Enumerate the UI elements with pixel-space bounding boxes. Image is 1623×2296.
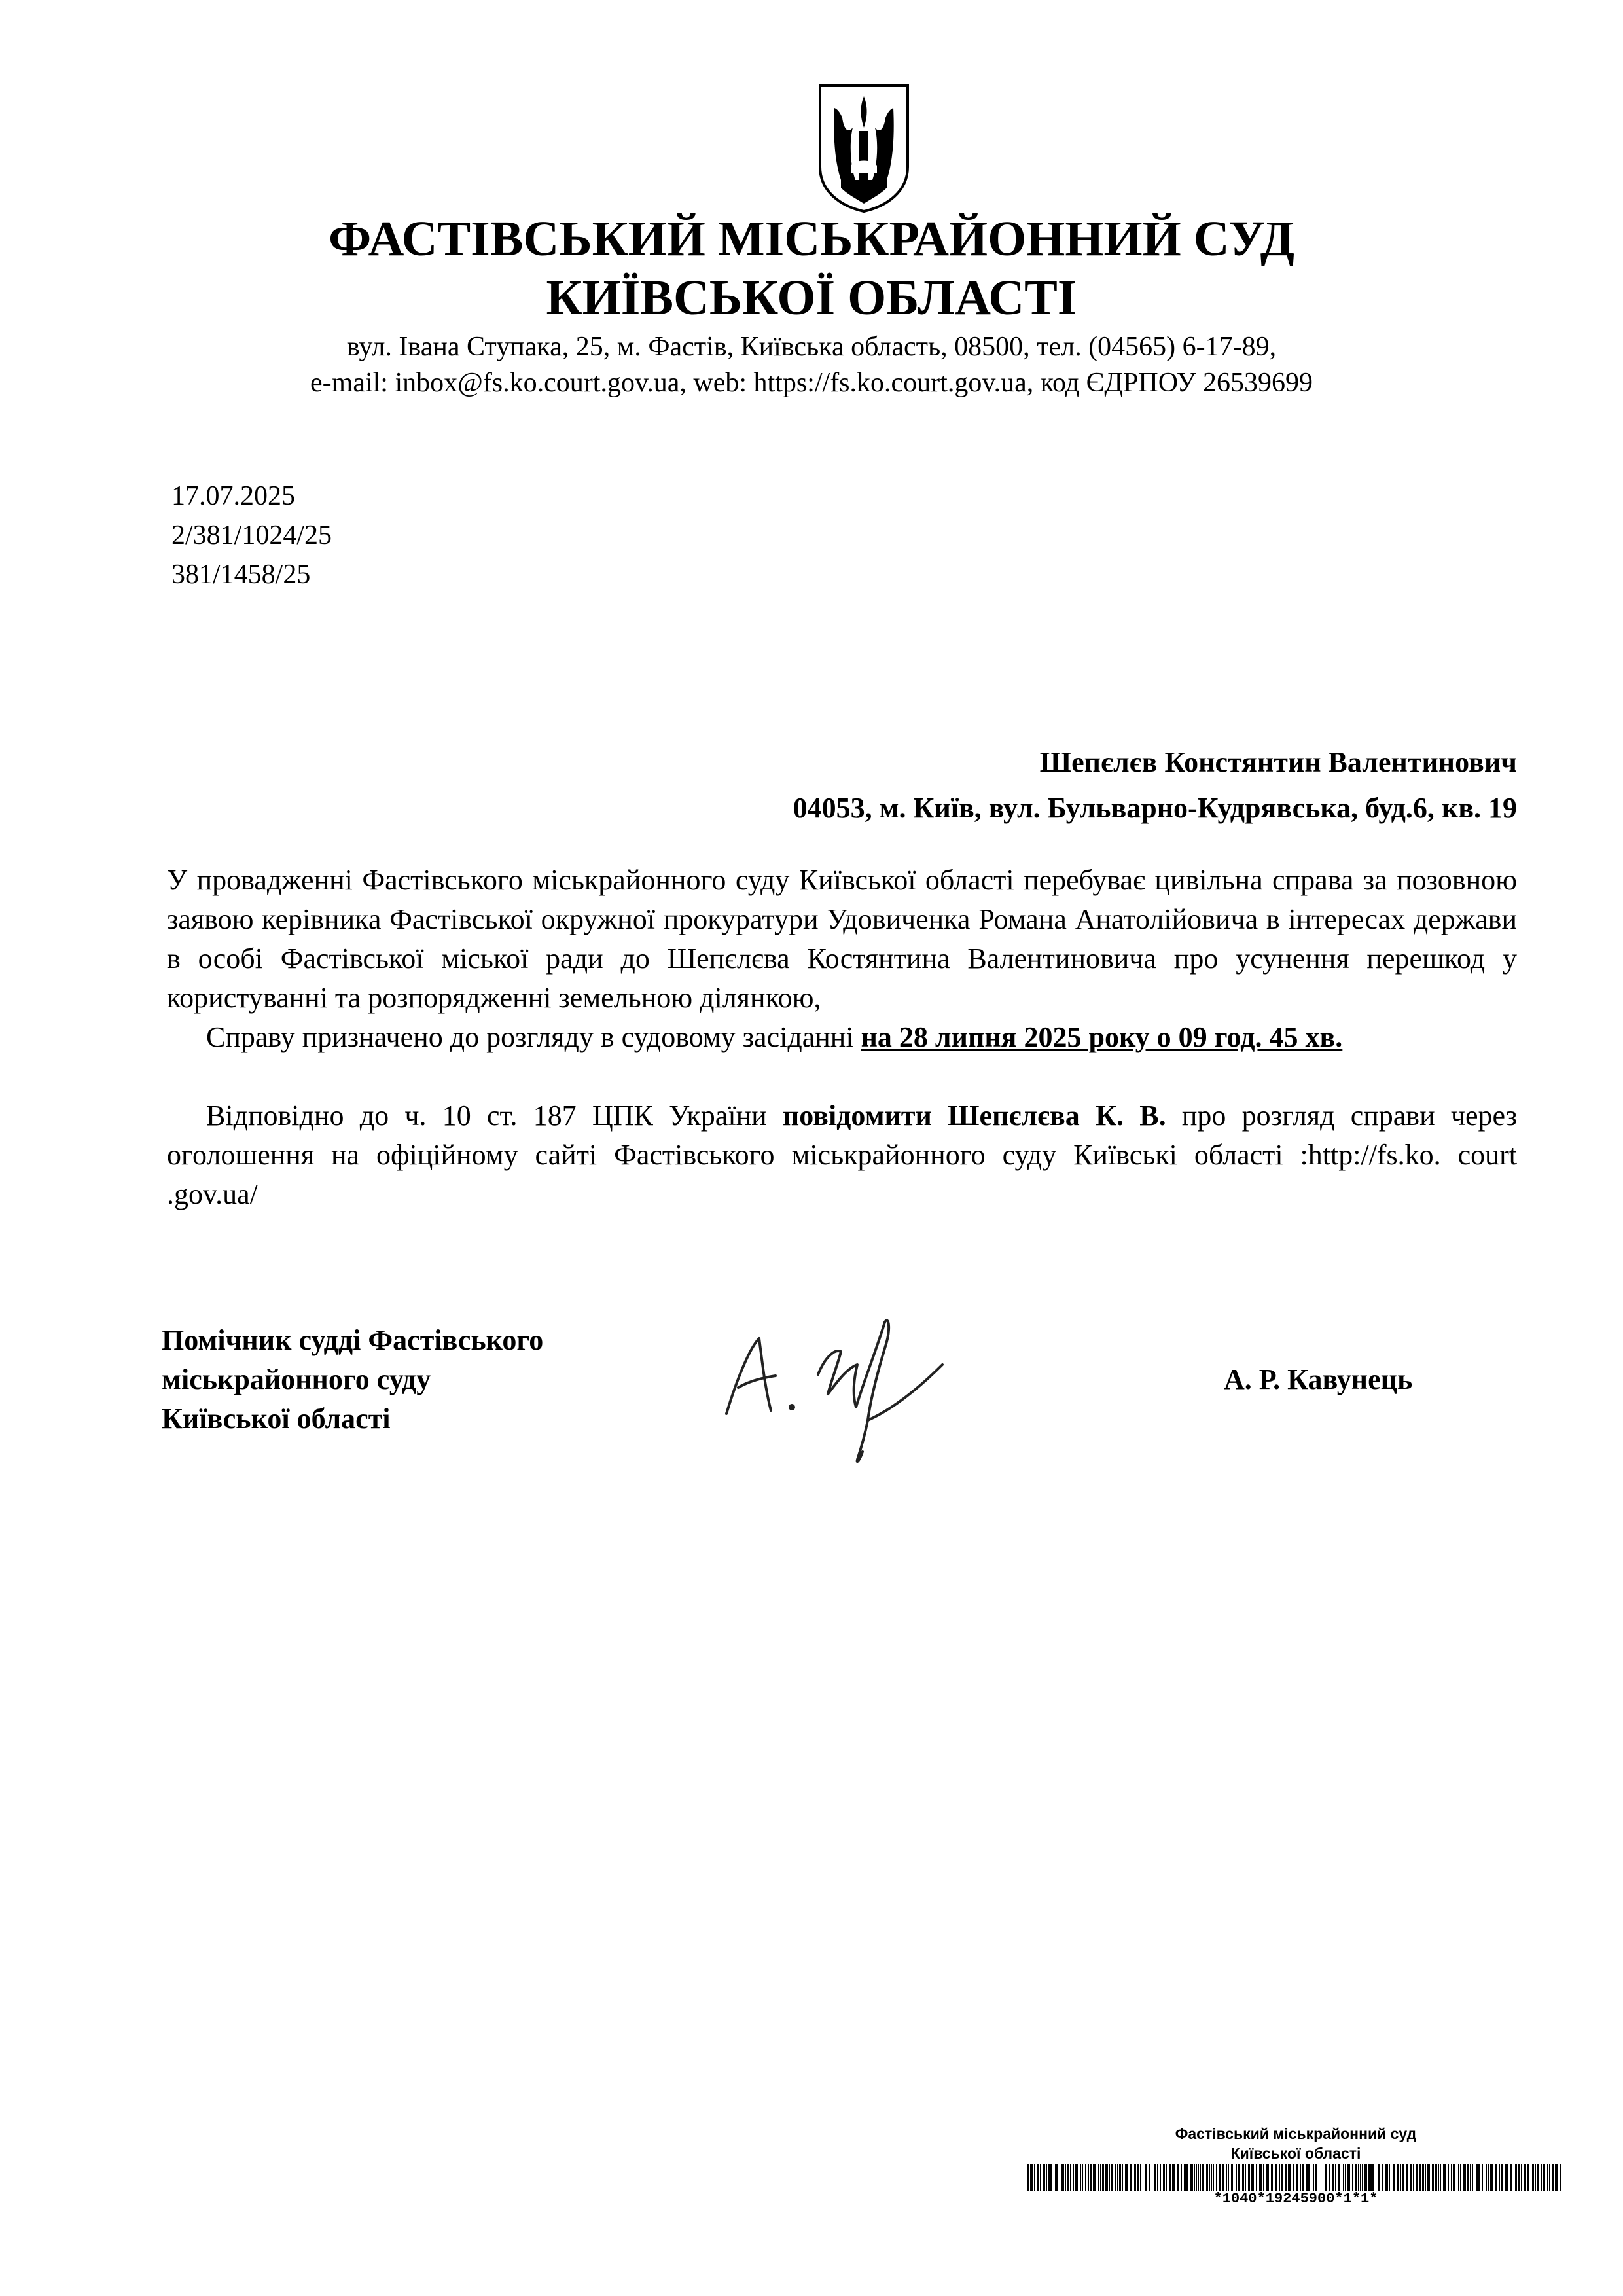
- barcode-bar: [1402, 2164, 1404, 2191]
- barcode-bar: [1238, 2164, 1240, 2191]
- barcode-bar: [1410, 2164, 1412, 2191]
- signer-title-line1: Помічник судді Фастівського: [162, 1324, 544, 1356]
- barcode-bar: [1378, 2164, 1380, 2191]
- barcode-bar: [1202, 2164, 1204, 2191]
- barcode-bar: [1555, 2164, 1558, 2191]
- barcode-bar: [1308, 2164, 1310, 2191]
- barcode-bar: [1048, 2164, 1050, 2191]
- barcode-bar: [1200, 2164, 1201, 2191]
- barcode-bar: [1467, 2164, 1469, 2191]
- barcode-bar: [1491, 2164, 1493, 2191]
- barcode-bar: [1300, 2164, 1301, 2191]
- barcode-bar: [1448, 2164, 1449, 2191]
- body-paragraph-2: [167, 1018, 1517, 1057]
- barcode-bar: [1043, 2164, 1045, 2191]
- barcode-bar: [1306, 2164, 1308, 2191]
- barcode-bar: [1111, 2164, 1113, 2191]
- barcode-bar: [1524, 2164, 1526, 2191]
- barcode-bar: [1364, 2164, 1367, 2191]
- barcode-bar: [1335, 2164, 1336, 2191]
- stamp-region: Київської області: [1230, 2145, 1361, 2162]
- barcode-bar: [1419, 2164, 1421, 2191]
- barcode-bar: [1259, 2164, 1262, 2191]
- barcode-bar: [1093, 2164, 1096, 2191]
- barcode-bar: [1543, 2164, 1544, 2191]
- barcode-bar: [1372, 2164, 1374, 2191]
- barcode-bar: [1472, 2164, 1473, 2191]
- barcode-bar: [1085, 2164, 1086, 2191]
- barcode-bar: [1100, 2164, 1101, 2191]
- notice-rest-text: про розгляд справи через оголошення на офіційному сайті Фастівського міськрайонного суду Київські області :http://fs.ko. court .gov.ua/: [167, 1100, 1518, 1210]
- barcode-bar: [1037, 2164, 1039, 2191]
- notice-bold-text: повідомити Шепєлєва К. В.: [782, 1100, 1166, 1132]
- barcode-bar: [1413, 2164, 1414, 2191]
- barcode-bar: [1046, 2164, 1047, 2191]
- barcode-bar: [1501, 2164, 1503, 2191]
- barcode-bar: [1552, 2164, 1554, 2191]
- barcode-bar: [1533, 2164, 1534, 2191]
- barcode-bar: [1360, 2164, 1361, 2191]
- barcode-bar: [1070, 2164, 1071, 2191]
- barcode-bar: [1061, 2164, 1064, 2191]
- barcode-bar: [1302, 2164, 1304, 2191]
- barcode-bar: [1190, 2164, 1193, 2191]
- barcode-bar: [1476, 2164, 1478, 2191]
- document-date: 17.07.2025: [171, 481, 295, 511]
- recipient-name: Шепєлєв Констянтин Валентинович: [1039, 746, 1517, 778]
- barcode-bar: [1184, 2164, 1185, 2191]
- barcode-bar: [1458, 2164, 1459, 2191]
- barcode-bar: [1527, 2164, 1529, 2191]
- barcode-bar: [1544, 2164, 1545, 2191]
- barcode-code: *1040*19245900*1*1*: [1213, 2191, 1378, 2207]
- hearing-date-text: на 28 липня 2025 року о 09 год. 45 хв.: [861, 1021, 1343, 1053]
- barcode-bar: [1082, 2164, 1083, 2191]
- notice-intro-text: Відповідно до ч. 10 ст. 187 ЦПК України: [206, 1100, 783, 1132]
- barcode-bar: [1281, 2164, 1283, 2191]
- barcode-bar: [1263, 2164, 1264, 2191]
- barcode-bar: [1495, 2164, 1497, 2191]
- barcode-bar: [1432, 2164, 1434, 2191]
- barcode-bar: [1256, 2164, 1257, 2191]
- barcode-bar: [1385, 2164, 1388, 2191]
- barcode-bar: [1080, 2164, 1081, 2191]
- body-paragraph-1: У провадженні Фастівського міськрайонного суду Київської області перебуває цивільна справа за позовною заявою керівника Фастівської окружної прокуратури Удовиченка Романа Анатолійовича в інтересах держави в особі Фастівської міської ради до Шепєлєва Костянтина Валентиновича про усунення перешкод у користуванні та розпорядженні земельною ділянкою,: [167, 864, 1517, 1014]
- barcode-bar: [1293, 2164, 1294, 2191]
- barcode-bar: [1206, 2164, 1208, 2191]
- barcode-bar: [1288, 2164, 1291, 2191]
- barcode-bar: [1232, 2164, 1233, 2191]
- barcode-bar: [1030, 2164, 1031, 2191]
- case-number: 2/381/1024/25: [171, 520, 332, 550]
- signer-title-line2: міськрайонного суду: [162, 1363, 431, 1395]
- barcode-bar: [1416, 2164, 1418, 2191]
- barcode-bar: [1226, 2164, 1227, 2191]
- barcode-bar: [1115, 2164, 1116, 2191]
- barcode-bar: [1194, 2164, 1195, 2191]
- barcode-bar: [1275, 2164, 1277, 2191]
- barcode-bar: [1231, 2164, 1232, 2191]
- barcode-bar: [1358, 2164, 1359, 2191]
- barcode-bar: [1349, 2164, 1350, 2191]
- registry-stamp: [1027, 2124, 1564, 2208]
- barcode-bar: [1198, 2164, 1199, 2191]
- barcode-bar: [1338, 2164, 1340, 2191]
- barcode-bar: [1031, 2164, 1033, 2191]
- barcode-bar: [1145, 2164, 1147, 2191]
- barcode-bar: [1172, 2164, 1173, 2191]
- barcode-bar: [1122, 2164, 1123, 2191]
- barcode-bar: [1160, 2164, 1161, 2191]
- barcode-bar: [1055, 2164, 1058, 2191]
- barcode-bar: [1389, 2164, 1390, 2191]
- barcode-bar: [1515, 2164, 1517, 2191]
- barcode-bar: [1185, 2164, 1186, 2191]
- barcode-bar: [1549, 2164, 1550, 2191]
- barcode-bar: [1510, 2164, 1512, 2191]
- barcode-bar: [1488, 2164, 1489, 2191]
- barcode-bar: [1065, 2164, 1066, 2191]
- barcode-bar: [1451, 2164, 1452, 2191]
- barcode-bar: [1499, 2164, 1500, 2191]
- barcode-bar: [1119, 2164, 1121, 2191]
- barcode-bar: [1343, 2164, 1344, 2191]
- barcode-bar: [1073, 2164, 1074, 2191]
- court-name-line2: КИЇВСЬКОЇ ОБЛАСТІ: [546, 270, 1077, 325]
- barcode-bar: [1181, 2164, 1182, 2191]
- barcode-bar: [1236, 2164, 1237, 2191]
- barcode-bar: [1050, 2164, 1052, 2191]
- barcode-bar: [1435, 2164, 1437, 2191]
- barcode-bar: [1296, 2164, 1298, 2191]
- barcode-bar: [1547, 2164, 1548, 2191]
- signer-name: А. Р. Кавунець: [1224, 1363, 1413, 1395]
- barcode-bar: [1438, 2164, 1439, 2191]
- barcode-bar: [1077, 2164, 1078, 2191]
- barcode-bar: [1105, 2164, 1108, 2191]
- signer-title: [162, 1321, 543, 1439]
- barcode-bar: [1347, 2164, 1349, 2191]
- barcode-bar: [1370, 2164, 1372, 2191]
- barcode-bar: [1518, 2164, 1520, 2191]
- barcode-bar: [1090, 2164, 1092, 2191]
- barcode-bar: [1532, 2164, 1533, 2191]
- barcode-bar: [1134, 2164, 1136, 2191]
- court-name-line1: ФАСТІВСЬКИЙ МІСЬКРАЙОННИЙ СУД: [329, 211, 1294, 266]
- barcode-bar: [1285, 2164, 1287, 2191]
- barcode-bar: [1117, 2164, 1118, 2191]
- barcode-bar: [1400, 2164, 1401, 2191]
- barcode-bar: [1149, 2164, 1150, 2191]
- barcode-bar: [1505, 2164, 1508, 2191]
- barcode-bar: [1154, 2164, 1156, 2191]
- barcode-bar: [1222, 2164, 1224, 2191]
- outgoing-number: 381/1458/25: [171, 560, 311, 590]
- barcode-bar: [1186, 2164, 1188, 2191]
- barcode-bar: [1040, 2164, 1041, 2191]
- stamp-court-name: Фастівський міськрайонний суд: [1175, 2125, 1417, 2142]
- barcode-bar: [1325, 2164, 1327, 2191]
- barcode-bar: [1209, 2164, 1210, 2191]
- barcode-bar: [1102, 2164, 1104, 2191]
- barcode-bar: [1482, 2164, 1483, 2191]
- barcode-bar: [1406, 2164, 1408, 2191]
- barcode-bar: [1279, 2164, 1280, 2191]
- barcode-bar: [1213, 2164, 1214, 2191]
- barcode-bar: [1166, 2164, 1167, 2191]
- barcode-bar: [1266, 2164, 1269, 2191]
- barcode-bar: [1425, 2164, 1426, 2191]
- barcode-bar: [1362, 2164, 1363, 2191]
- barcode-bar: [1088, 2164, 1089, 2191]
- barcode-bar: [1245, 2164, 1246, 2191]
- barcode-bar: [1125, 2164, 1128, 2191]
- barcode-bar: [1177, 2164, 1179, 2191]
- barcode-bar: [1173, 2164, 1175, 2191]
- barcode-bar: [1537, 2164, 1539, 2191]
- barcode-bar: [1216, 2164, 1217, 2191]
- barcode-bar: [1219, 2164, 1221, 2191]
- barcode-bar: [1470, 2164, 1471, 2191]
- barcode-bar: [1535, 2164, 1536, 2191]
- barcode-bar: [1163, 2164, 1165, 2191]
- barcode-bar: [1034, 2164, 1035, 2191]
- barcode-bar: [1329, 2164, 1330, 2191]
- barcode-bar: [1440, 2164, 1441, 2191]
- barcode-bar: [1332, 2164, 1334, 2191]
- barcode-bar: [1393, 2164, 1395, 2191]
- barcode-bar: [1251, 2164, 1254, 2191]
- barcode-bar: [1541, 2164, 1542, 2191]
- barcode-bar: [1560, 2164, 1561, 2191]
- barcode-bar: [1157, 2164, 1158, 2191]
- barcode-bar: [1313, 2164, 1314, 2191]
- barcode-bar: [1427, 2164, 1430, 2191]
- barcode-bar: [1228, 2164, 1229, 2191]
- body-paragraph-3: [167, 1096, 1517, 1214]
- barcode-bar: [1355, 2164, 1357, 2191]
- barcode-bar: [1137, 2164, 1139, 2191]
- barcode-bar: [1242, 2164, 1244, 2191]
- barcode-bar: [1248, 2164, 1250, 2191]
- barcode-bar: [1315, 2164, 1317, 2191]
- recipient-address: 04053, м. Київ, вул. Бульварно-Кудрявська, буд.6, кв. 19: [793, 792, 1517, 824]
- barcode-bar: [1345, 2164, 1346, 2191]
- barcode-bar: [1460, 2164, 1461, 2191]
- court-address-line2: e-mail: inbox@fs.ko.court.gov.ua, web: https://fs.ko.court.gov.ua, код ЄДРПОУ 26539699: [310, 368, 1313, 398]
- barcode-bar: [1352, 2164, 1353, 2191]
- signer-title-line3: Київської області: [162, 1403, 391, 1435]
- barcode-icon: [1027, 2164, 1564, 2191]
- barcode-bar: [1067, 2164, 1069, 2191]
- barcode-bar: [1140, 2164, 1141, 2191]
- barcode-bar: [1521, 2164, 1522, 2191]
- barcode-bar: [1075, 2164, 1077, 2191]
- barcode-bar: [1486, 2164, 1487, 2191]
- barcode-bar: [1490, 2164, 1491, 2191]
- barcode-bar: [1422, 2164, 1424, 2191]
- hearing-intro-text: Справу призначено до розгляду в судовому засіданні: [206, 1021, 861, 1053]
- barcode-bar: [1169, 2164, 1171, 2191]
- court-address-line1: вул. Івана Ступака, 25, м. Фастів, Київська область, 08500, тел. (04565) 6-17-89,: [346, 332, 1277, 362]
- barcode-bar: [1109, 2164, 1110, 2191]
- handwritten-signature-icon: [713, 1302, 975, 1473]
- trident-coat-of-arms-icon: [815, 82, 913, 213]
- barcode-bar: [1478, 2164, 1480, 2191]
- barcode-bar: [1368, 2164, 1370, 2191]
- barcode-bar: [1453, 2164, 1455, 2191]
- barcode-bar: [1271, 2164, 1273, 2191]
- barcode-bar: [1130, 2164, 1132, 2191]
- barcode-bar: [1098, 2164, 1099, 2191]
- barcode-bar: [1443, 2164, 1446, 2191]
- barcode-bar: [1211, 2164, 1212, 2191]
- barcode-bar: [1463, 2164, 1466, 2191]
- barcode-bar: [1027, 2164, 1029, 2191]
- barcode-bar: [1382, 2164, 1383, 2191]
- barcode-bar: [1397, 2164, 1399, 2191]
- barcode-bar: [1196, 2164, 1197, 2191]
